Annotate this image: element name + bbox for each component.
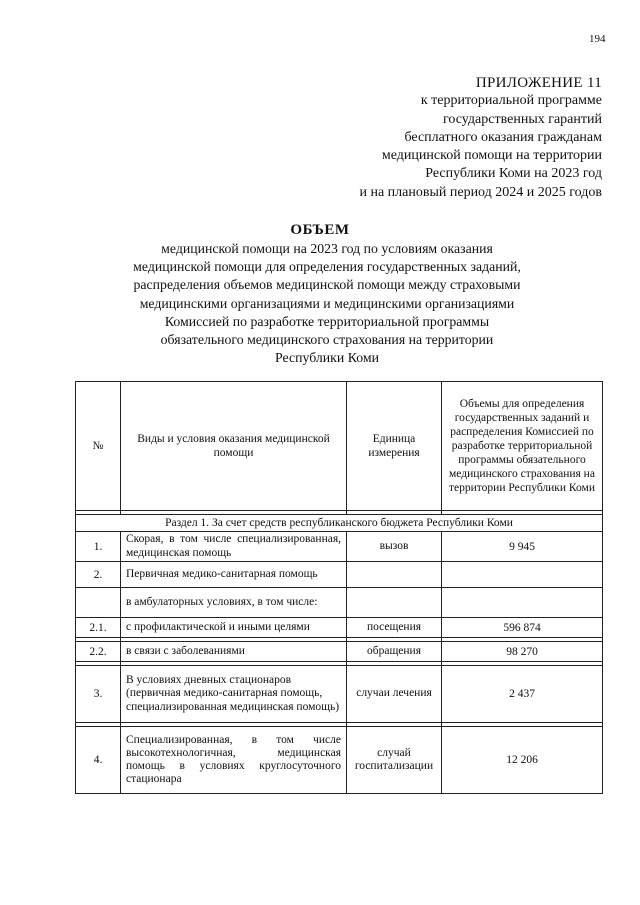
row-name: Скорая, в том числе специализированная, медицинская помощь xyxy=(121,532,347,562)
row-name: Специализированная, в том числе высокотехнологичная, медицинская помощь в условиях круглосуточного стационара xyxy=(121,727,347,794)
appendix-line: медицинской помощи на территории xyxy=(381,148,602,164)
row-volume xyxy=(442,562,603,588)
table-row xyxy=(76,666,603,723)
document-subtitle xyxy=(112,240,542,367)
row-unit: случаи лечения xyxy=(347,666,442,723)
row-name: в связи с заболеваниями xyxy=(121,642,347,662)
volume-table xyxy=(75,381,603,794)
subtitle-line: медицинской помощи для определения государственных заданий, xyxy=(133,259,521,275)
header-view: Виды и условия оказания медицинской помощи xyxy=(121,382,347,511)
row-name: в амбулаторных условиях, в том числе: xyxy=(121,588,347,618)
row-volume: 12 206 xyxy=(442,727,603,794)
row-num: 4. xyxy=(76,727,121,794)
document-title: ОБЪЕМ xyxy=(290,222,350,238)
row-unit: вызов xyxy=(347,532,442,562)
header-volume: Объемы для определения государственных заданий и распределения Комиссией по разработке территориальной программы обязательного медицинского страхования на территории Республики Коми xyxy=(442,382,603,511)
row-name: В условиях дневных стационаров (первичная медико-санитарная помощь, специализированная медицинская помощь) xyxy=(121,666,347,723)
row-volume: 98 270 xyxy=(442,642,603,662)
page-number: 194 xyxy=(589,33,606,45)
row-name: с профилактической и иными целями xyxy=(121,618,347,638)
section-title: Раздел 1. За счет средств республиканского бюджета Республики Коми xyxy=(76,515,603,532)
table-row xyxy=(76,562,603,588)
appendix-line: государственных гарантий xyxy=(443,111,602,127)
header-unit: Единица измерения xyxy=(347,382,442,511)
subtitle-line: Комиссией по разработке территориальной программы xyxy=(164,313,490,329)
subtitle-line: медицинскими организациями и медицинскими организациями xyxy=(139,295,515,311)
table-row xyxy=(76,642,603,662)
row-unit: случай госпитализации xyxy=(347,727,442,794)
header-num: № xyxy=(76,382,121,511)
subtitle-line: медицинской помощи на 2023 год по условиям оказания xyxy=(161,241,493,256)
row-volume: 596 874 xyxy=(442,618,603,638)
row-name: Первичная медико-санитарная помощь xyxy=(121,562,347,588)
row-unit: посещения xyxy=(347,618,442,638)
section-row xyxy=(76,515,603,532)
table-row xyxy=(76,618,603,638)
appendix-line: и на плановый период 2024 и 2025 годов xyxy=(359,184,602,200)
table-row xyxy=(76,532,603,562)
row-num: 2.2. xyxy=(76,642,121,662)
row-num: 2.1. xyxy=(76,618,121,638)
subtitle-line: распределения объемов медицинской помощи между страховыми xyxy=(133,277,521,293)
row-volume xyxy=(442,588,603,618)
row-volume: 2 437 xyxy=(442,666,603,723)
row-unit: обращения xyxy=(347,642,442,662)
row-volume: 9 945 xyxy=(442,532,603,562)
row-num: 3. xyxy=(76,666,121,723)
appendix-line: бесплатного оказания гражданам xyxy=(404,129,602,145)
subtitle-line: обязательного медицинского страхования на территории xyxy=(160,332,494,348)
appendix-line: Республики Коми на 2023 год xyxy=(425,166,602,182)
row-num: 1. xyxy=(76,532,121,562)
table-header-row xyxy=(76,382,603,511)
row-unit xyxy=(347,562,442,588)
appendix-title: ПРИЛОЖЕНИЕ 11 xyxy=(475,75,602,91)
row-num xyxy=(76,588,121,618)
subtitle-line: Республики Коми xyxy=(275,350,379,366)
row-unit xyxy=(347,588,442,618)
appendix-line: к территориальной программе xyxy=(420,93,602,109)
table-row xyxy=(76,727,603,794)
row-num: 2. xyxy=(76,562,121,588)
appendix-block xyxy=(359,74,602,202)
table-row xyxy=(76,588,603,618)
